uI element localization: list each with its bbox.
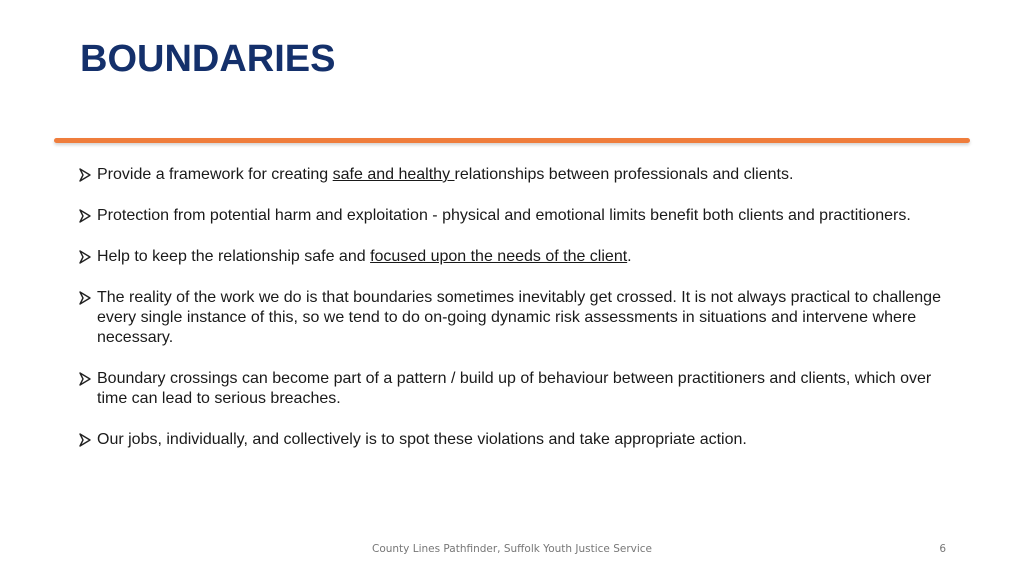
bullet-text: Boundary crossings can become part of a pattern / build up of behaviour between practitioners and clients, which over time can lead to serious breaches.	[97, 370, 932, 407]
bullet-text: The reality of the work we do is that boundaries sometimes inevitably get crossed. It is not always practical to challenge every single instance of this, so we tend to do on-going dynamic risk assessments in situations and intervene where necessary.	[97, 289, 941, 346]
bullet-item	[79, 165, 949, 185]
arrowhead-bullet-icon	[79, 168, 91, 182]
bullet-item	[79, 206, 949, 226]
bullet-text: Provide a framework for creating	[97, 166, 333, 183]
bullet-underlined-text: safe and healthy	[332, 166, 455, 183]
bullet-item	[79, 247, 949, 267]
arrowhead-bullet-icon	[79, 433, 91, 447]
title-divider	[54, 138, 970, 143]
arrowhead-bullet-icon	[79, 372, 91, 386]
bullet-text: Our jobs, individually, and collectively is to spot these violations and take appropriate action.	[97, 431, 747, 448]
bullet-list	[79, 165, 949, 471]
footer-text: County Lines Pathfinder, Suffolk Youth Justice Service	[371, 543, 653, 555]
bullet-item	[79, 430, 949, 450]
bullet-text: .	[627, 248, 632, 265]
bullet-item	[79, 369, 949, 409]
bullet-underlined-text: focused upon the needs of the client	[370, 248, 628, 265]
bullet-item	[79, 288, 949, 348]
page-number: 6	[939, 543, 946, 555]
bullet-text: Protection from potential harm and exploitation - physical and emotional limits benefit both clients and practitioners.	[97, 207, 911, 224]
arrowhead-bullet-icon	[79, 291, 91, 305]
bullet-text: Help to keep the relationship safe and	[97, 248, 371, 265]
bullet-text: relationships between professionals and clients.	[454, 166, 794, 183]
slide-title: BOUNDARIES	[80, 38, 336, 80]
arrowhead-bullet-icon	[79, 250, 91, 264]
arrowhead-bullet-icon	[79, 209, 91, 223]
